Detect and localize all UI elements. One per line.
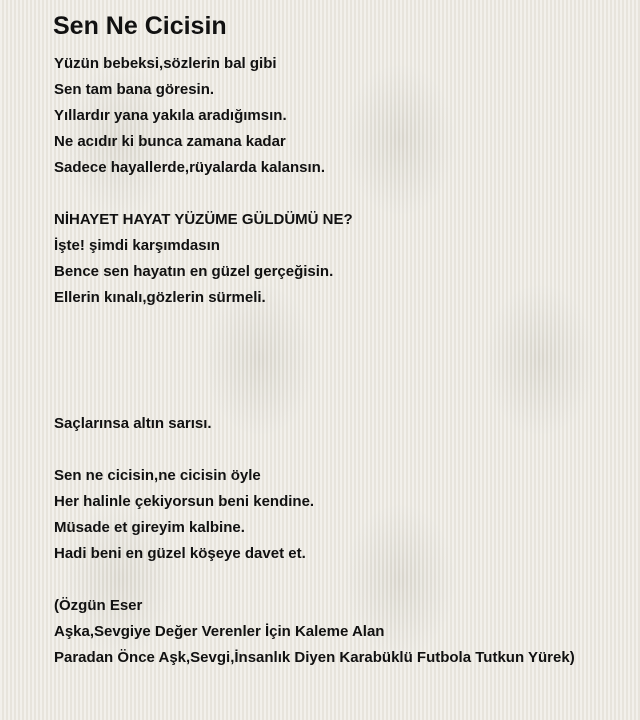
poem-line: Müsade et gireyim kalbine. [54, 519, 245, 536]
poem-line: Ne acıdır ki bunca zamana kadar [54, 133, 286, 150]
signature-line: Paradan Önce Aşk,Sevgi,İnsanlık Diyen Karabüklü Futbola Tutkun Yürek) [54, 649, 575, 666]
poem-title: Sen Ne Cicisin [53, 12, 227, 40]
poem-line: Ellerin kınalı,gözlerin sürmeli. [54, 289, 266, 306]
poem-line: Sadece hayallerde,rüyalarda kalansın. [54, 159, 325, 176]
poem-line: Saçlarınsa altın sarısı. [54, 415, 212, 432]
poem-line: Sen ne cicisin,ne cicisin öyle [54, 467, 261, 484]
signature-line: Aşka,Sevgiye Değer Verenler İçin Kaleme Alan [54, 623, 385, 640]
signature-line: (Özgün Eser [54, 597, 143, 614]
poem-line: Her halinle çekiyorsun beni kendine. [54, 493, 315, 510]
poem-line: Sen tam bana göresin. [54, 81, 215, 98]
poem-line: İşte! şimdi karşımdasın [54, 237, 220, 254]
poem-line: Hadi beni en güzel köşeye davet et. [54, 545, 306, 562]
poem-line: Bence sen hayatın en güzel gerçeğisin. [54, 263, 334, 280]
poem-line: Yüzün bebeksi,sözlerin bal gibi [54, 55, 277, 72]
poem-line: Yıllardır yana yakıla aradığımsın. [54, 107, 287, 124]
poem-line: NİHAYET HAYAT YÜZÜME GÜLDÜMÜ NE? [54, 211, 353, 228]
